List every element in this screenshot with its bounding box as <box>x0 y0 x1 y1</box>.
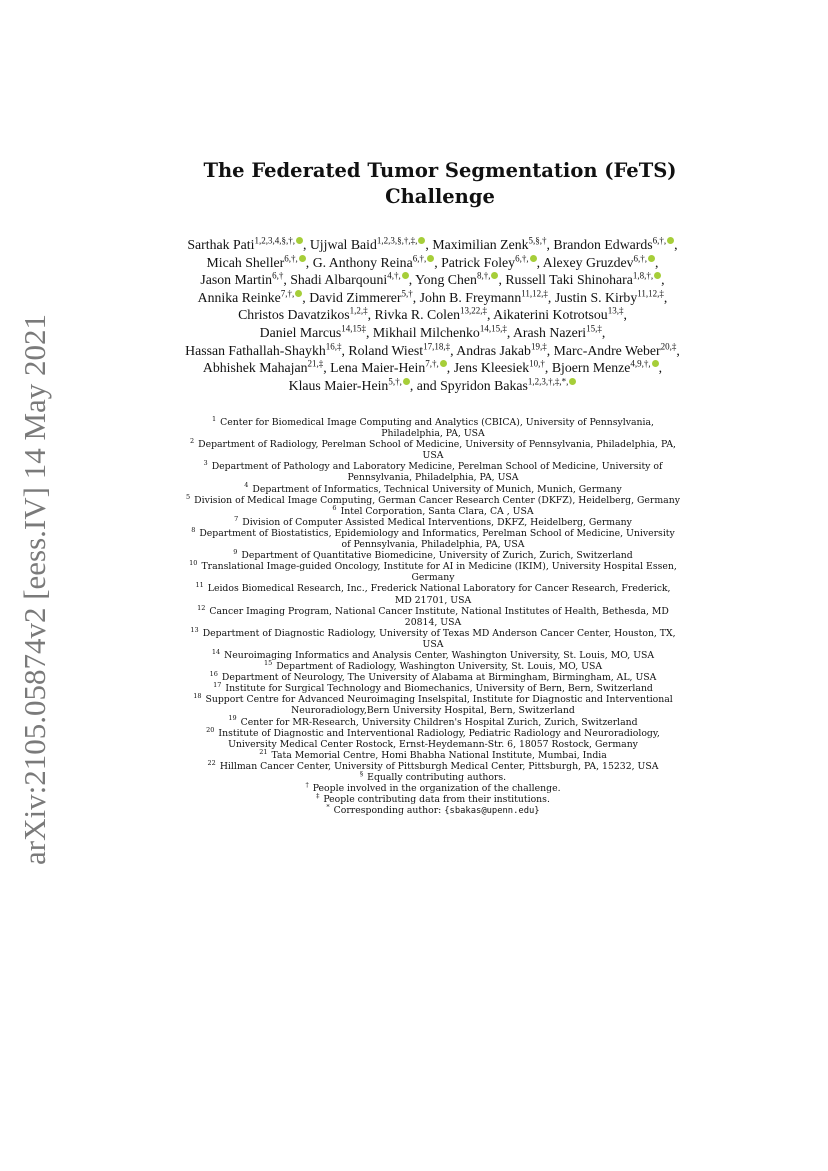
author <box>313 255 441 270</box>
affiliation-text: Center for MR-Research, University Children's Hospital Zurich, Zurich, Switzerland <box>240 716 638 728</box>
affiliation-item <box>186 725 680 750</box>
author <box>185 340 349 358</box>
author <box>289 378 441 393</box>
author <box>513 325 605 340</box>
affiliation-text: Department of Informatics, Technical University of Munich, Munich, Germany <box>252 483 622 495</box>
affiliation-number: 5 <box>186 492 191 501</box>
affiliation-item <box>186 658 680 673</box>
author-name: Spyridon Bakas <box>440 377 528 393</box>
author-separator: , <box>302 237 310 252</box>
title-line-2: Challenge <box>385 185 495 208</box>
author-affiliation-marks: 7,†, <box>425 358 439 369</box>
orcid-icon[interactable] <box>299 255 306 262</box>
author <box>238 307 374 322</box>
author-separator: , <box>498 272 506 288</box>
author <box>200 272 290 287</box>
affiliation-text: Department of Neurology, The University of Alabama at Birmingham, Birmingham, AL, USA <box>221 672 657 684</box>
author-name: Shadi Albarqouni <box>290 272 388 288</box>
orcid-icon[interactable] <box>440 360 447 367</box>
author-affiliation-marks: 13,22,‡ <box>459 305 487 316</box>
affiliation-number: 16 <box>209 670 218 679</box>
author-affiliation-marks: 11,12,‡ <box>637 288 664 299</box>
author-name: Aikaterini Kotrotsou <box>493 307 608 323</box>
affiliation-number: 18 <box>193 692 202 701</box>
affiliation-number: 1 <box>211 414 217 423</box>
author-separator: , <box>302 289 310 305</box>
author-affiliation-marks: 4,9,†, <box>630 358 651 369</box>
author-name: Abhishek Mahajan <box>202 360 308 376</box>
author-name: Russell Taki Shinohara <box>505 272 633 288</box>
author-name: Christos Davatzikos <box>238 307 350 323</box>
author <box>553 237 677 252</box>
author-separator: , <box>663 289 668 305</box>
author <box>552 360 662 375</box>
author-separator: , <box>661 272 665 288</box>
author-affiliation-marks: 10,† <box>529 358 545 369</box>
affiliation-text: Department of Radiology, Washington University, St. Louis, MO, USA <box>276 661 603 673</box>
author-affiliation-marks: 6,†, <box>633 253 648 263</box>
author-affiliation-marks: 6,†, <box>515 253 529 263</box>
author-name: Bjoern Menze <box>551 360 631 376</box>
affiliation-text: Division of Medical Image Computing, German Cancer Research Center (DKFZ), Heidelberg, Germany <box>194 494 680 506</box>
affiliation-number: 8 <box>191 525 196 534</box>
author-affiliation-marks: 1,2,3,§,†,‡, <box>376 235 418 246</box>
author <box>260 325 373 340</box>
affiliation-item <box>186 492 680 506</box>
author-name: David Zimmerer <box>309 289 402 305</box>
corresponding-author-note <box>186 805 680 817</box>
author-name: Jason Martin <box>200 272 273 288</box>
affiliation-item <box>186 503 680 517</box>
affiliation-text: Leidos Biomedical Research, Inc., Frederick National Laboratory for Cancer Research, Frederick, MD 21701, USA <box>207 583 671 606</box>
affiliation-list <box>186 414 680 772</box>
affiliation-text: Department of Pathology and Laboratory Medicine, Perelman School of Medicine, University of Pennsylvania, Philadelphia, PA, USA <box>211 461 663 484</box>
affiliation-item <box>186 439 680 461</box>
affiliation-text: Support Centre for Advanced Neuroimaging Inselspital, Institute for Diagnostic and Interventional Neuroradiology,Bern University Hospital, Bern, Switzerland <box>205 694 673 717</box>
author-note <box>186 794 680 805</box>
affiliation-item <box>186 514 680 528</box>
affiliation-text: Division of Computer Assisted Medical Interventions, DKFZ, Heidelberg, Germany <box>242 516 632 528</box>
affiliation-item <box>186 672 680 683</box>
affiliation-text: Institute for Surgical Technology and Biomechanics, University of Bern, Bern, Switzerland <box>225 683 653 695</box>
author-name: Mikhail Milchenko <box>372 324 480 340</box>
orcid-icon[interactable] <box>648 255 655 262</box>
affiliation-number: 21 <box>259 747 268 756</box>
affiliation-number: 22 <box>207 758 216 767</box>
author-affiliation-marks: 5,†, <box>388 376 402 387</box>
author <box>432 237 553 252</box>
author-separator: , <box>546 237 554 252</box>
author-name: Ujjwal Baid <box>309 237 377 252</box>
author-separator: , <box>341 342 349 358</box>
author-name: Rivka R. Colen <box>374 307 460 323</box>
author-notes <box>186 769 680 806</box>
author-affiliation-marks: 16,‡ <box>325 340 342 351</box>
author-separator: , <box>425 237 433 252</box>
author <box>454 360 552 375</box>
affiliation-text: Intel Corporation, Santa Clara, CA , USA <box>340 505 534 517</box>
affiliation-number: 17 <box>213 681 222 690</box>
note-text: People contributing data from their institutions. <box>323 794 550 806</box>
corresponding-label: Corresponding author: <box>333 805 445 817</box>
author <box>456 340 554 358</box>
author-affiliation-marks: 15,‡ <box>586 323 602 334</box>
author-separator: , <box>323 360 331 376</box>
affiliation-number: 20 <box>206 725 215 734</box>
affiliation-item <box>186 525 680 551</box>
author-separator: , <box>546 342 554 358</box>
orcid-icon[interactable] <box>569 378 576 385</box>
affiliation-number: 14 <box>211 647 221 656</box>
author <box>373 325 513 340</box>
author <box>198 290 310 305</box>
author-separator: , <box>655 254 659 270</box>
orcid-icon[interactable] <box>530 255 537 262</box>
affiliation-item <box>186 694 680 716</box>
author-affiliation-marks: 1,2,3,4,§,†, <box>254 235 295 246</box>
author-separator: , <box>486 307 494 323</box>
author-note <box>186 783 680 794</box>
affiliations-block <box>186 414 680 817</box>
author-affiliation-marks: 19,‡ <box>530 340 547 351</box>
author-separator: , <box>536 254 543 270</box>
affiliation-text: Center for Biomedical Image Computing and Analytics (CBICA), University of Pennsylvania, Philadelphia, PA, USA <box>220 417 655 440</box>
affiliation-number: 11 <box>195 581 204 590</box>
arxiv-identifier-stamp: arXiv:2105.05874v2 [eess.IV] 14 May 2021 <box>17 313 52 865</box>
orcid-icon[interactable] <box>652 360 659 367</box>
affiliation-item <box>186 561 680 583</box>
author-affiliation-marks: 5,§,† <box>528 235 547 246</box>
affiliation-text: Department of Biostatistics, Epidemiology and Informatics, Perelman School of Medicine, University of Pennsylvania, Philadelphia, PA, USA <box>199 527 675 551</box>
paper-title <box>140 158 740 210</box>
author <box>440 378 576 393</box>
corresponding-email-link[interactable]: {sbakas@upenn.edu} <box>444 806 540 817</box>
author-affiliation-marks: 1,2,‡ <box>349 305 368 316</box>
author-name: Maximilian Zenk <box>432 237 529 252</box>
author <box>310 237 432 252</box>
affiliation-number: 19 <box>228 714 237 723</box>
author-affiliation-marks: 6,†, <box>412 253 427 263</box>
affiliation-item <box>186 414 680 440</box>
affiliation-number: 10 <box>189 559 198 568</box>
affiliation-text: Department of Radiology, Perelman School of Medicine, University of Pennsylvania, Philadelphia, PA, USA <box>198 439 677 462</box>
affiliation-number: 6 <box>332 503 337 512</box>
author-name: Alexey Gruzdev <box>542 254 634 270</box>
author-separator: , <box>676 342 680 358</box>
affiliation-item <box>186 603 680 628</box>
author-name: Jens Kleesiek <box>453 360 530 376</box>
author-name: Patrick Foley <box>441 254 516 270</box>
author-affiliation-marks: 14,15,‡ <box>479 323 507 334</box>
author-affiliation-marks: 14,15‡ <box>341 323 366 334</box>
affiliation-item <box>186 747 680 761</box>
author <box>415 272 505 287</box>
note-symbol: ‡ <box>316 792 320 801</box>
affiliation-number: 15 <box>263 658 273 667</box>
author-separator: , <box>601 324 606 340</box>
author-name: John B. Freymann <box>419 289 522 305</box>
corresponding-symbol: * <box>326 803 330 812</box>
affiliation-text: Institute of Diagnostic and Interventional Radiology, Pediatric Radiology and Neuroradiology, University Medical Center Rostock, Ernst-Heydemann-Str. 6, 18057 Rostock, Germany <box>218 727 660 750</box>
author-separator: , <box>408 272 416 288</box>
author <box>330 360 454 375</box>
affiliation-number: 13 <box>190 625 199 634</box>
author-separator: , and <box>409 377 441 393</box>
author-name: Sarthak Pati <box>187 237 255 252</box>
affiliation-text: Tata Memorial Centre, Homi Bhabha National Institute, Mumbai, India <box>271 749 607 761</box>
author <box>290 272 415 287</box>
author-name: Klaus Maier-Hein <box>288 377 389 393</box>
author-separator: , <box>305 254 313 270</box>
author-name: Justin S. Kirby <box>554 289 638 305</box>
note-symbol: § <box>359 769 364 778</box>
author <box>348 340 457 358</box>
author-affiliation-marks: 1,2,3,†,‡,*, <box>527 376 569 387</box>
author-list <box>185 236 680 394</box>
author-separator: , <box>506 324 513 340</box>
author-name: Micah Sheller <box>206 254 285 270</box>
affiliation-number: 7 <box>234 514 239 523</box>
author-separator: , <box>434 254 442 270</box>
author <box>493 307 627 322</box>
affiliation-text: Hillman Cancer Center, University of Pittsburgh Medical Center, Pittsburgh, PA, 15232, USA <box>219 760 659 772</box>
author-name: Lena Maier-Hein <box>330 360 426 376</box>
author-name: G. Anthony Reina <box>312 254 413 270</box>
affiliation-number: 4 <box>244 481 249 490</box>
affiliation-item <box>186 583 680 605</box>
author-separator: , <box>412 289 420 305</box>
orcid-icon[interactable] <box>296 237 303 244</box>
affiliation-text: Cancer Imaging Program, National Cancer Institute, National Institutes of Health, Bethesda, MD 20814, USA <box>209 605 669 628</box>
author-separator: , <box>366 324 373 340</box>
affiliation-item <box>186 647 680 661</box>
author-name: Hassan Fathallah-Shaykh <box>185 342 326 358</box>
author-separator: , <box>450 342 457 358</box>
affiliation-item <box>186 481 680 495</box>
affiliation-item <box>186 461 680 483</box>
author-separator: , <box>446 360 454 376</box>
author-affiliation-marks: 17,18,‡ <box>423 340 451 351</box>
author-affiliation-marks: 7,†, <box>280 288 295 299</box>
author <box>187 237 309 252</box>
author <box>309 290 419 305</box>
author-separator: , <box>623 307 627 323</box>
author-name: Arash Nazeri <box>512 324 587 340</box>
author-affiliation-marks: 21,‡ <box>307 358 324 369</box>
author-affiliation-marks: 13,‡ <box>607 305 624 316</box>
author <box>375 307 494 322</box>
author-separator: , <box>547 289 555 305</box>
author <box>553 340 680 358</box>
author-name: Andras Jakab <box>456 342 531 358</box>
affiliation-item <box>186 714 680 728</box>
author-name: Annika Reinke <box>197 289 281 305</box>
affiliation-item <box>186 758 680 772</box>
author-affiliation-marks: 6,†, <box>652 235 667 246</box>
affiliation-text: Department of Diagnostic Radiology, University of Texas MD Anderson Cancer Center, Houston, TX, USA <box>202 627 676 650</box>
affiliation-text: Neuroimaging Informatics and Analysis Center, Washington University, St. Louis, MO, USA <box>224 649 655 661</box>
orcid-icon[interactable] <box>403 378 410 385</box>
note-text: Equally contributing authors. <box>367 772 507 783</box>
affiliation-number: 9 <box>233 548 238 557</box>
author-affiliation-marks: 11,12,‡ <box>521 288 548 299</box>
author-affiliation-marks: 6,† <box>272 270 284 281</box>
author-name: Marc-Andre Weber <box>553 342 661 358</box>
affiliation-number: 3 <box>203 459 208 468</box>
author-separator: , <box>674 237 678 252</box>
author-separator: , <box>544 360 552 376</box>
affiliation-item <box>186 550 680 561</box>
author-name: Daniel Marcus <box>259 324 342 340</box>
affiliation-number: 12 <box>197 603 206 612</box>
note-symbol: † <box>305 781 309 789</box>
author-name: Brandon Edwards <box>553 237 653 252</box>
author <box>207 255 313 270</box>
author-affiliation-marks: 1,8,†, <box>632 270 654 281</box>
author-separator: , <box>283 272 291 288</box>
author-note <box>186 769 680 783</box>
author-affiliation-marks: 5,† <box>401 288 413 299</box>
affiliation-number: 2 <box>189 437 195 446</box>
author-affiliation-marks: 20,‡ <box>660 340 677 351</box>
author-affiliation-marks: 8,†, <box>476 270 491 281</box>
author-affiliation-marks: 6,†, <box>284 253 298 263</box>
title-line-1: The Federated Tumor Segmentation (FeTS) <box>203 159 677 182</box>
author <box>505 272 664 287</box>
affiliation-text: Translational Image-guided Oncology, Institute for AI in Medicine (IKIM), University Hospital Essen, Germany <box>201 561 677 584</box>
author <box>555 290 668 305</box>
author-name: Roland Wiest <box>348 342 424 358</box>
author-separator: , <box>658 360 663 376</box>
author-name: Yong Chen <box>415 272 477 288</box>
note-text: People involved in the organization of the challenge. <box>312 783 561 795</box>
author <box>203 360 330 375</box>
author-separator: , <box>367 307 375 323</box>
author <box>420 290 555 305</box>
author-affiliation-marks: 4,†, <box>387 270 401 281</box>
orcid-icon[interactable] <box>402 272 409 279</box>
affiliation-item <box>186 625 680 650</box>
author <box>441 255 543 270</box>
affiliation-text: Department of Quantitative Biomedicine, University of Zurich, Zurich, Switzerland <box>241 550 633 562</box>
author <box>543 255 659 270</box>
affiliation-item <box>186 683 680 694</box>
